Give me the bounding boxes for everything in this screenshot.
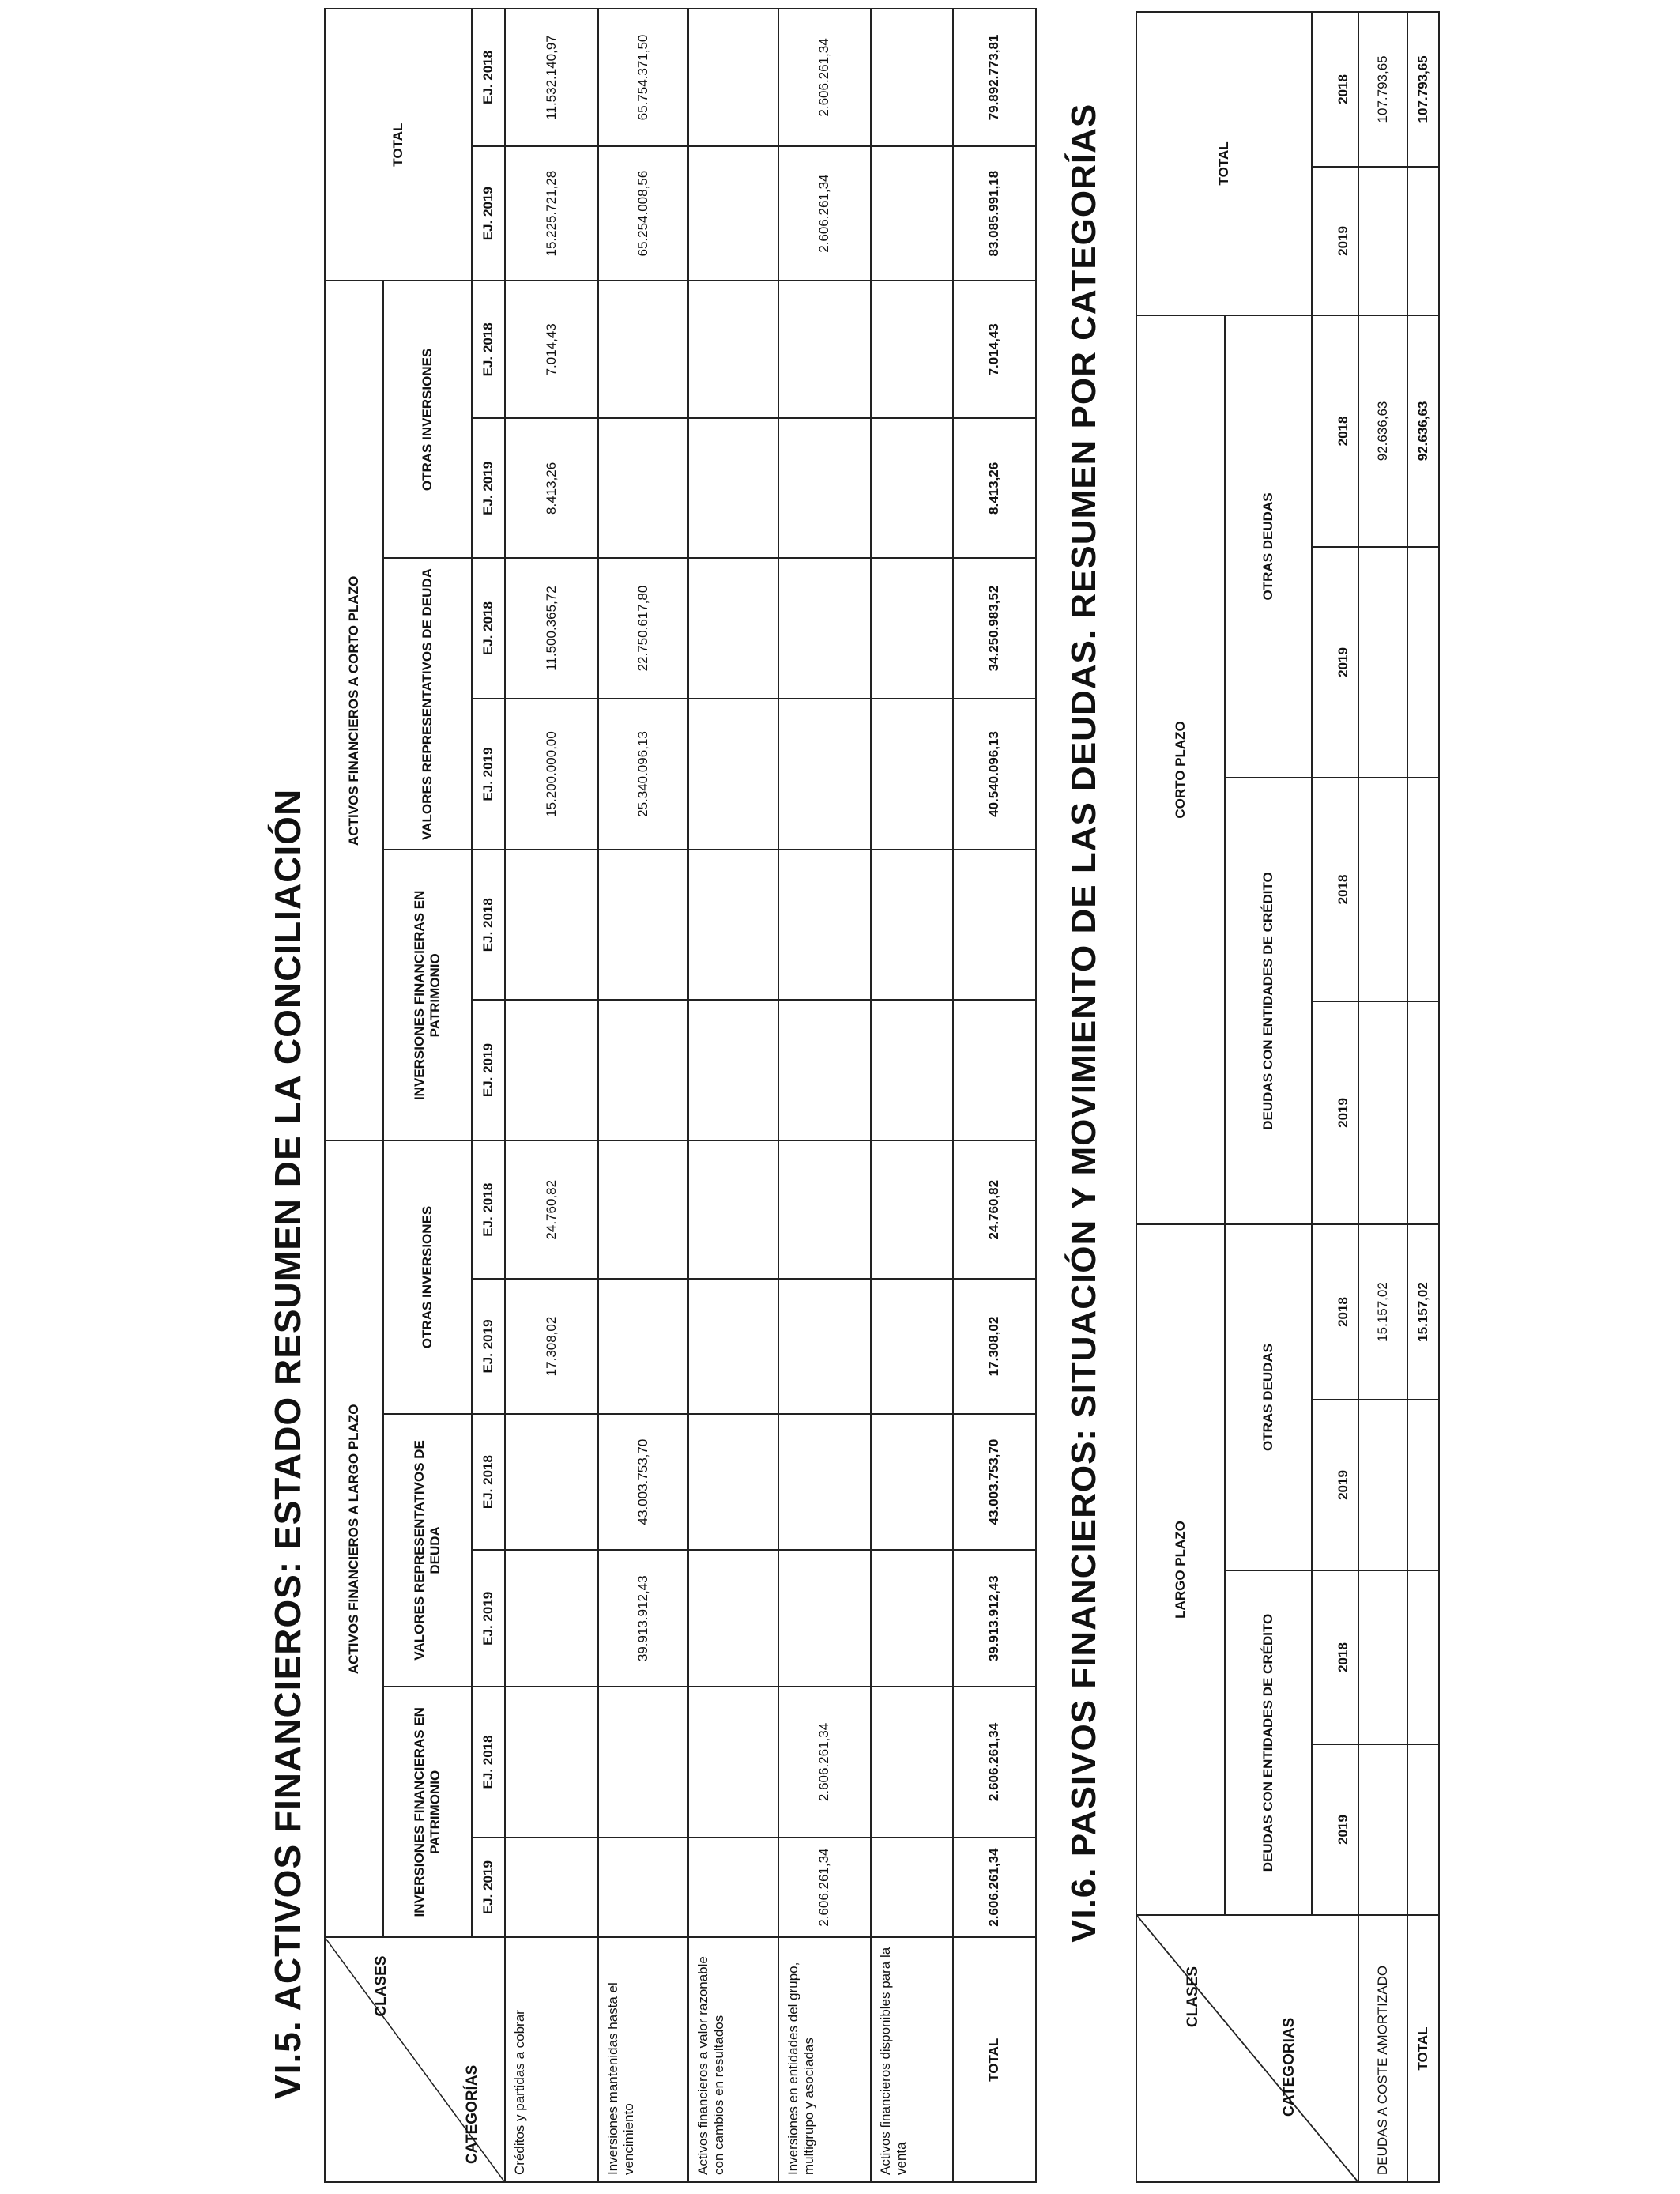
total-cell xyxy=(1407,1400,1439,1570)
value-cell: 2.606.261,34 xyxy=(778,1687,871,1838)
total-cell xyxy=(1407,167,1439,315)
clases-label: CLASES xyxy=(1185,1966,1201,2028)
total-cell: 2.606.261,34 xyxy=(953,1687,1036,1838)
value-cell xyxy=(688,9,778,146)
value-cell xyxy=(505,1838,598,1938)
year-header: EJ. 2019 xyxy=(472,1838,505,1938)
value-cell: 15.157,02 xyxy=(1358,1224,1407,1400)
table-row xyxy=(505,9,598,2182)
value-cell xyxy=(778,1140,871,1279)
corner-header xyxy=(1136,1915,1358,2182)
total-cell: 39.913.912,43 xyxy=(953,1550,1036,1687)
table-row xyxy=(1358,12,1407,2182)
total-cell: 43.003.753,70 xyxy=(953,1414,1036,1551)
year-header: EJ. 2018 xyxy=(472,1414,505,1551)
equity-investments-header: INVERSIONES FINANCIERAS EN PATRIMONIO xyxy=(383,1687,472,1937)
year-header: 2018 xyxy=(1312,315,1358,547)
total-row xyxy=(1407,12,1439,2182)
total-cell: 24.760,82 xyxy=(953,1140,1036,1279)
year-header: EJ. 2019 xyxy=(472,418,505,558)
total-cell xyxy=(1407,547,1439,778)
value-cell xyxy=(598,281,688,418)
value-cell: 39.913.912,43 xyxy=(598,1550,688,1687)
year-header: 2019 xyxy=(1312,1400,1358,1570)
value-cell xyxy=(871,1279,953,1413)
total-cell xyxy=(953,1000,1036,1140)
total-label: TOTAL xyxy=(1407,1915,1439,2182)
value-cell xyxy=(778,418,871,558)
value-cell xyxy=(871,9,953,146)
value-cell xyxy=(778,1279,871,1413)
value-cell xyxy=(871,699,953,850)
total-cell: 40.540.096,13 xyxy=(953,699,1036,850)
value-cell xyxy=(1358,1001,1407,1224)
total-cell: 8.413,26 xyxy=(953,418,1036,558)
value-cell xyxy=(598,1838,688,1938)
value-cell: 11.500.365,72 xyxy=(505,558,598,698)
value-cell xyxy=(871,1838,953,1938)
value-cell xyxy=(598,850,688,1000)
value-cell xyxy=(688,281,778,418)
value-cell xyxy=(871,418,953,558)
value-cell: 65.254.008,56 xyxy=(598,146,688,281)
clases-label: CLASES xyxy=(373,1955,390,2017)
year-header: EJ. 2019 xyxy=(472,146,505,281)
value-cell xyxy=(871,281,953,418)
value-cell xyxy=(871,1000,953,1140)
credit-institutions-header: DEUDAS CON ENTIDADES DE CRÉDITO xyxy=(1225,778,1312,1224)
total-label: TOTAL xyxy=(953,1937,1036,2182)
value-cell xyxy=(1358,167,1407,315)
year-header: 2019 xyxy=(1312,1001,1358,1224)
total-cell: 107.793,65 xyxy=(1407,12,1439,167)
value-cell xyxy=(871,1687,953,1838)
value-cell xyxy=(505,1550,598,1687)
value-cell xyxy=(871,850,953,1000)
value-cell: 107.793,65 xyxy=(1358,12,1407,167)
total-cell: 79.892.773,81 xyxy=(953,9,1036,146)
value-cell xyxy=(688,1279,778,1413)
total-cell: 2.606.261,34 xyxy=(953,1838,1036,1938)
value-cell xyxy=(598,418,688,558)
value-cell xyxy=(598,1140,688,1279)
year-header: EJ. 2019 xyxy=(472,1550,505,1687)
value-cell: 7.014,43 xyxy=(505,281,598,418)
value-cell xyxy=(688,1687,778,1838)
table-row xyxy=(598,9,688,2182)
year-header: 2019 xyxy=(1312,167,1358,315)
total-cell: 83.085.991,18 xyxy=(953,146,1036,281)
value-cell: 17.308,02 xyxy=(505,1279,598,1413)
value-cell: 2.606.261,34 xyxy=(778,146,871,281)
categorias-label: CATEGORIAS xyxy=(1281,2017,1298,2117)
year-header: 2019 xyxy=(1312,547,1358,778)
value-cell xyxy=(778,850,871,1000)
total-row xyxy=(953,9,1036,2182)
year-header: 2018 xyxy=(1312,1570,1358,1744)
table-row xyxy=(688,9,778,2182)
long-term-header: LARGO PLAZO xyxy=(1136,1224,1225,1915)
value-cell xyxy=(778,1000,871,1140)
value-cell xyxy=(1358,1400,1407,1570)
credit-institutions-header: DEUDAS CON ENTIDADES DE CRÉDITO xyxy=(1225,1570,1312,1915)
value-cell xyxy=(505,1687,598,1838)
categorias-label: CATEGORÍAS xyxy=(464,2064,481,2164)
value-cell xyxy=(598,1687,688,1838)
value-cell: 25.340.096,13 xyxy=(598,699,688,850)
value-cell: 2.606.261,34 xyxy=(778,1838,871,1938)
debt-securities-header: VALORES REPRESENTATIVOS DE DEUDA xyxy=(383,1414,472,1687)
table-row xyxy=(778,9,871,2182)
value-cell xyxy=(871,1140,953,1279)
table-row xyxy=(871,9,953,2182)
corner-header xyxy=(325,1937,505,2182)
year-header: EJ. 2019 xyxy=(472,1000,505,1140)
value-cell xyxy=(688,1838,778,1938)
category-label: Inversiones mantenidas hasta el vencimiento xyxy=(598,1937,688,2182)
value-cell xyxy=(688,850,778,1000)
year-header: 2018 xyxy=(1312,778,1358,1001)
other-debts-header: OTRAS DEUDAS xyxy=(1225,315,1312,778)
year-header: 2019 xyxy=(1312,1744,1358,1915)
value-cell xyxy=(505,1000,598,1140)
financial-liabilities-table xyxy=(1136,11,1440,2183)
year-header: 2018 xyxy=(1312,1224,1358,1400)
value-cell xyxy=(778,1550,871,1687)
value-cell: 92.636,63 xyxy=(1358,315,1407,547)
value-cell xyxy=(688,1550,778,1687)
table2-title: VI.6. PASIVOS FINANCIEROS: SITUACIÓN Y MOVIMIENTO DE LAS DEUDAS. RESUMEN POR CATEGORÍAS xyxy=(1064,103,1103,1943)
value-cell: 65.754.371,50 xyxy=(598,9,688,146)
short-term-header: ACTIVOS FINANCIEROS A CORTO PLAZO xyxy=(325,281,383,1140)
total-cell: 34.250.983,52 xyxy=(953,558,1036,698)
value-cell xyxy=(688,558,778,698)
value-cell: 2.606.261,34 xyxy=(778,9,871,146)
value-cell xyxy=(598,1000,688,1140)
value-cell xyxy=(688,146,778,281)
value-cell xyxy=(1358,1570,1407,1744)
category-label: Inversiones en entidades del grupo, multigrupo y asociadas xyxy=(778,1937,871,2182)
value-cell xyxy=(1358,547,1407,778)
equity-investments-header: INVERSIONES FINANCIERAS EN PATRIMONIO xyxy=(383,850,472,1140)
value-cell xyxy=(778,281,871,418)
category-label: DEUDAS A COSTE AMORTIZADO xyxy=(1358,1915,1407,2182)
year-header: EJ. 2018 xyxy=(472,281,505,418)
value-cell: 22.750.617,80 xyxy=(598,558,688,698)
year-header: EJ. 2019 xyxy=(472,699,505,850)
value-cell xyxy=(778,699,871,850)
total-cell xyxy=(1407,778,1439,1001)
value-cell xyxy=(871,1414,953,1551)
financial-assets-table xyxy=(324,8,1037,2183)
total-cell: 17.308,02 xyxy=(953,1279,1036,1413)
total-header: TOTAL xyxy=(325,9,472,281)
other-investments-header: OTRAS INVERSIONES xyxy=(383,1140,472,1413)
year-header: EJ. 2018 xyxy=(472,1687,505,1838)
value-cell xyxy=(598,1279,688,1413)
total-cell: 15.157,02 xyxy=(1407,1224,1439,1400)
value-cell xyxy=(871,146,953,281)
category-label: Activos financieros a valor razonable con cambios en resultados xyxy=(688,1937,778,2182)
total-header: TOTAL xyxy=(1136,12,1312,315)
year-header: EJ. 2018 xyxy=(472,850,505,1000)
value-cell xyxy=(688,1140,778,1279)
long-term-header: ACTIVOS FINANCIEROS A LARGO PLAZO xyxy=(325,1140,383,1937)
value-cell xyxy=(688,1414,778,1551)
value-cell: 43.003.753,70 xyxy=(598,1414,688,1551)
total-cell xyxy=(1407,1570,1439,1744)
value-cell: 15.225.721,28 xyxy=(505,146,598,281)
total-cell: 92.636,63 xyxy=(1407,315,1439,547)
value-cell: 24.760,82 xyxy=(505,1140,598,1279)
value-cell: 11.532.140,97 xyxy=(505,9,598,146)
year-header: EJ. 2018 xyxy=(472,9,505,146)
year-header: EJ. 2018 xyxy=(472,1140,505,1279)
year-header: EJ. 2019 xyxy=(472,1279,505,1413)
value-cell xyxy=(871,1550,953,1687)
value-cell xyxy=(1358,1744,1407,1915)
value-cell xyxy=(688,1000,778,1140)
value-cell xyxy=(505,850,598,1000)
debt-securities-header: VALORES REPRESENTATIVOS DE DEUDA xyxy=(383,558,472,850)
short-term-header: CORTO PLAZO xyxy=(1136,315,1225,1224)
value-cell xyxy=(778,1414,871,1551)
table1-title: VI.5. ACTIVOS FINANCIEROS: ESTADO RESUMEN DE LA CONCILIACIÓN xyxy=(267,788,308,2099)
year-header: EJ. 2018 xyxy=(472,558,505,698)
value-cell xyxy=(1358,778,1407,1001)
other-investments-header: OTRAS INVERSIONES xyxy=(383,281,472,558)
total-cell: 7.014,43 xyxy=(953,281,1036,418)
value-cell xyxy=(688,418,778,558)
total-cell xyxy=(1407,1744,1439,1915)
category-label: Créditos y partidas a cobrar xyxy=(505,1937,598,2182)
value-cell xyxy=(688,699,778,850)
total-cell xyxy=(1407,1001,1439,1224)
category-label: Activos financieros disponibles para la venta xyxy=(871,1937,953,2182)
other-debts-header: OTRAS DEUDAS xyxy=(1225,1224,1312,1570)
value-cell xyxy=(505,1414,598,1551)
total-cell xyxy=(953,850,1036,1000)
value-cell xyxy=(871,558,953,698)
value-cell xyxy=(778,558,871,698)
value-cell: 8.413,26 xyxy=(505,418,598,558)
value-cell: 15.200.000,00 xyxy=(505,699,598,850)
year-header: 2018 xyxy=(1312,12,1358,167)
